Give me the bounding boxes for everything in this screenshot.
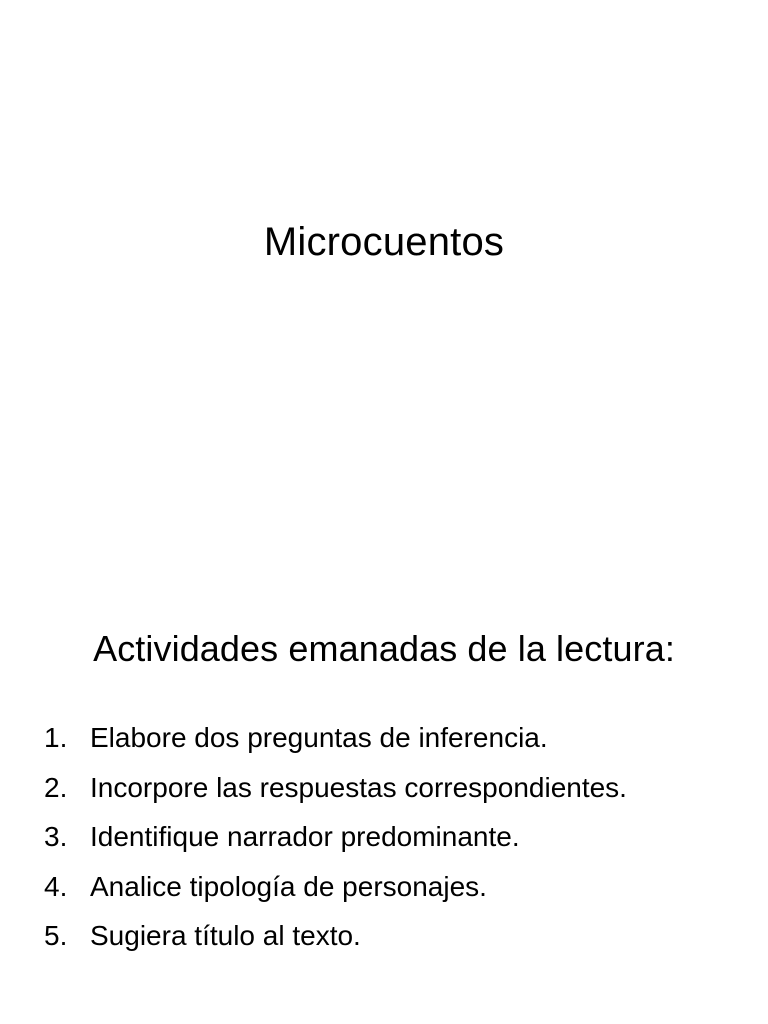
activity-number: 5. bbox=[44, 920, 68, 951]
activity-text: Identifique narrador predominante. bbox=[90, 821, 520, 852]
activity-number: 2. bbox=[44, 771, 68, 803]
activity-item bbox=[44, 812, 744, 862]
activity-text: Elabore dos preguntas de inferencia. bbox=[90, 722, 548, 753]
activity-text: Sugiera título al texto. bbox=[90, 920, 361, 951]
activities-list bbox=[44, 713, 744, 961]
activity-number: 3. bbox=[44, 821, 68, 852]
activity-item bbox=[44, 713, 744, 763]
activity-item bbox=[44, 862, 744, 912]
activity-text: Analice tipología de personajes. bbox=[90, 870, 487, 902]
activity-text: Incorpore las respuestas correspondientes. bbox=[90, 771, 627, 803]
activity-item bbox=[44, 911, 744, 961]
activity-number: 1. bbox=[44, 722, 68, 753]
activity-item bbox=[44, 763, 744, 813]
slide-title: Microcuentos bbox=[263, 220, 505, 264]
activity-number: 4. bbox=[44, 870, 68, 902]
activities-heading: Actividades emanadas de la lectura: bbox=[93, 628, 675, 669]
